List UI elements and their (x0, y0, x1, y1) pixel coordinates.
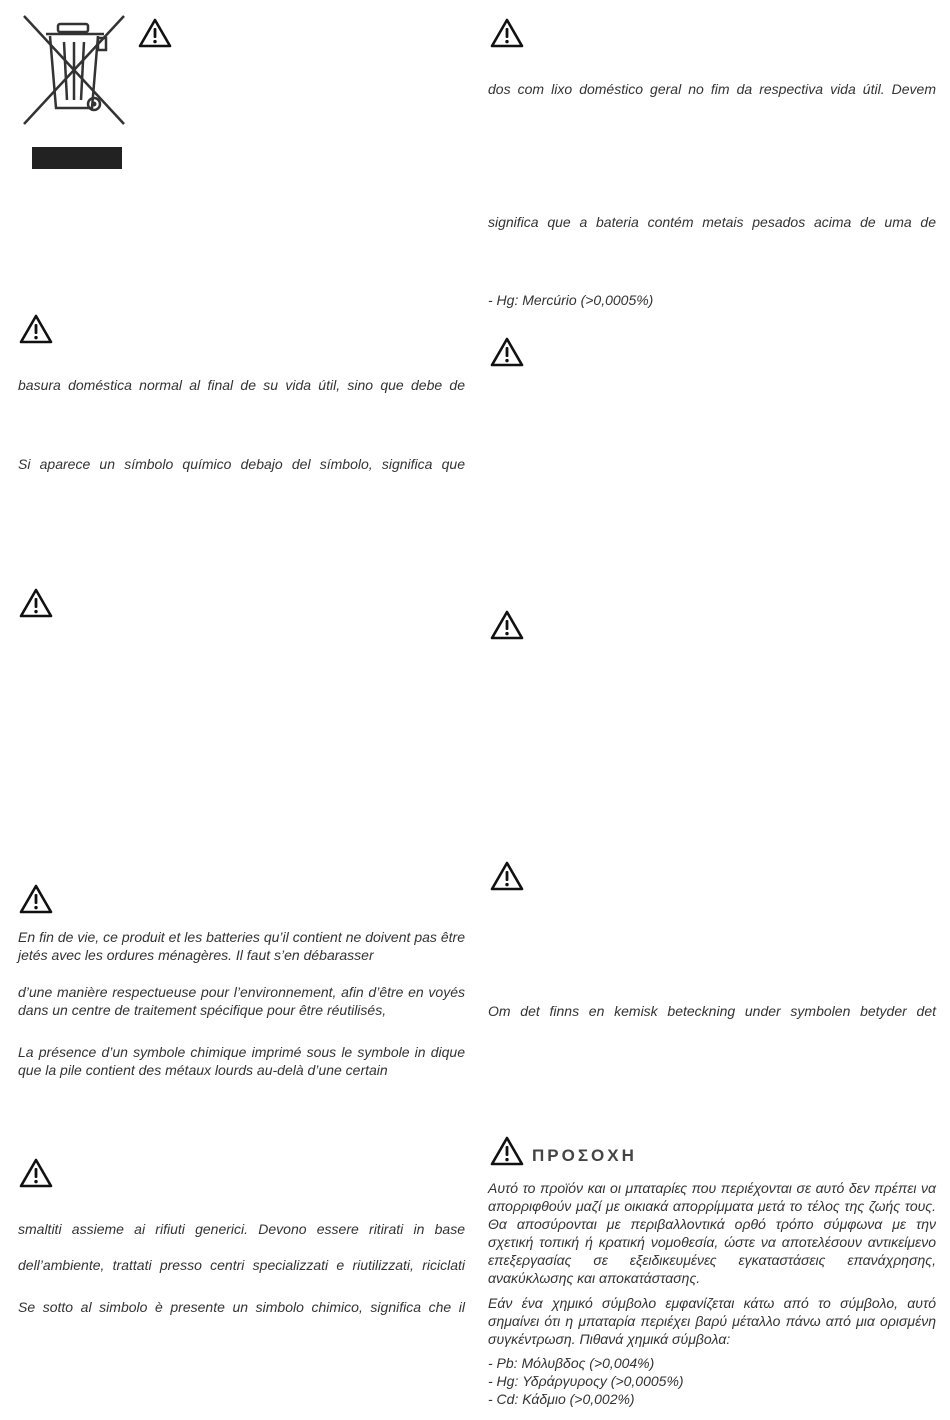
es-line-1: basura doméstica normal al final de su vida útil, sino que debe de (18, 377, 465, 393)
warning-triangle-icon (490, 337, 524, 367)
warning-triangle-icon (490, 1136, 524, 1166)
greek-warning-title: ΠΡΟΣΟΧΗ (532, 1146, 637, 1165)
warning-triangle-icon (490, 861, 524, 891)
list-item: - Pb: Μόλυβδος (>0,004%) (488, 1355, 655, 1371)
pt-line-1: dos com lixo doméstico geral no fim da respectiva vida útil. Devem (488, 81, 936, 97)
fr-paragraph-3: La présence d’un symbole chimique imprimé sous le symbole in dique que la pile contient des métaux lourds au-delà d’une certain (18, 1044, 465, 1078)
it-line-1: smaltiti assieme ai rifiuti generici. Devono essere ritirati in base (18, 1221, 465, 1237)
it-line-3: Se sotto al simbolo è presente un simbolo chimico, significa che il (18, 1299, 465, 1315)
warning-triangle-icon (490, 610, 524, 640)
fr-paragraph-2: d’une manière respectueuse pour l’environnement, afin d’être en voyés dans un centre de traitement spécifique pour être réutilisés, (18, 984, 465, 1018)
el-paragraph-1: Αυτό το προϊόν και οι μπαταρίες που περιέχονται σε αυτό δεν πρέπει να απορριφθούν μαζί με οικιακά απορρίμματα μετά το τέλος της ζωής τους. Θα αποσύρονται με περιβαλλοντικά ορθό τρόπο σύμφωνα με την σχετική τοπική ή κρατική νομοθεσία, ώστε να αποτελέσουν αντικείμενο επεξεργασίας σε εξειδικευμένες εγκαταστάσεις επανάχρησης, ανακύκλωσης και αποκατάστασης. (488, 1180, 936, 1286)
weee-bar (32, 147, 122, 169)
sv-line-1: Om det finns en kemisk beteckning under symbolen betyder det (488, 1003, 936, 1019)
pt-line-3: - Hg: Mercúrio (>0,0005%) (488, 292, 654, 308)
it-line-2: dell’ambiente, trattati presso centri specializzati e riutilizzati, riciclati (18, 1257, 465, 1273)
warning-triangle-icon (19, 314, 53, 344)
warning-triangle-icon (19, 884, 53, 914)
warning-triangle-icon (19, 1158, 53, 1188)
fr-paragraph-1: En fin de vie, ce produit et les batteries qu’il contient ne doivent pas être jetés avec les ordures ménagères. Il faut s’en débarasser (18, 929, 465, 963)
warning-triangle-icon (138, 18, 172, 48)
el-symbol-list (488, 1354, 936, 1408)
warning-triangle-icon (490, 18, 524, 48)
es-line-2: Si aparece un símbolo químico debajo del símbolo, significa que (18, 456, 465, 472)
el-paragraph-2: Εάν ένα χημικό σύμβολο εμφανίζεται κάτω από το σύμβολο, αυτό σημαίνει ότι η μπαταρία περιέχει βαρύ μέταλλο πάνω από μια ορισμένη συγκέντρωση. Πιθανά χημικά σύμβολα: (488, 1295, 936, 1347)
list-item: - Cd: Κάδμιο (>0,002%) (488, 1391, 635, 1407)
warning-triangle-icon (19, 588, 53, 618)
pt-line-2: significa que a bateria contém metais pesados acima de uma de (488, 214, 936, 230)
list-item: - Hg: Υδράργυροςy (>0,0005%) (488, 1373, 684, 1389)
crossed-out-wheeled-bin-icon (20, 12, 128, 128)
